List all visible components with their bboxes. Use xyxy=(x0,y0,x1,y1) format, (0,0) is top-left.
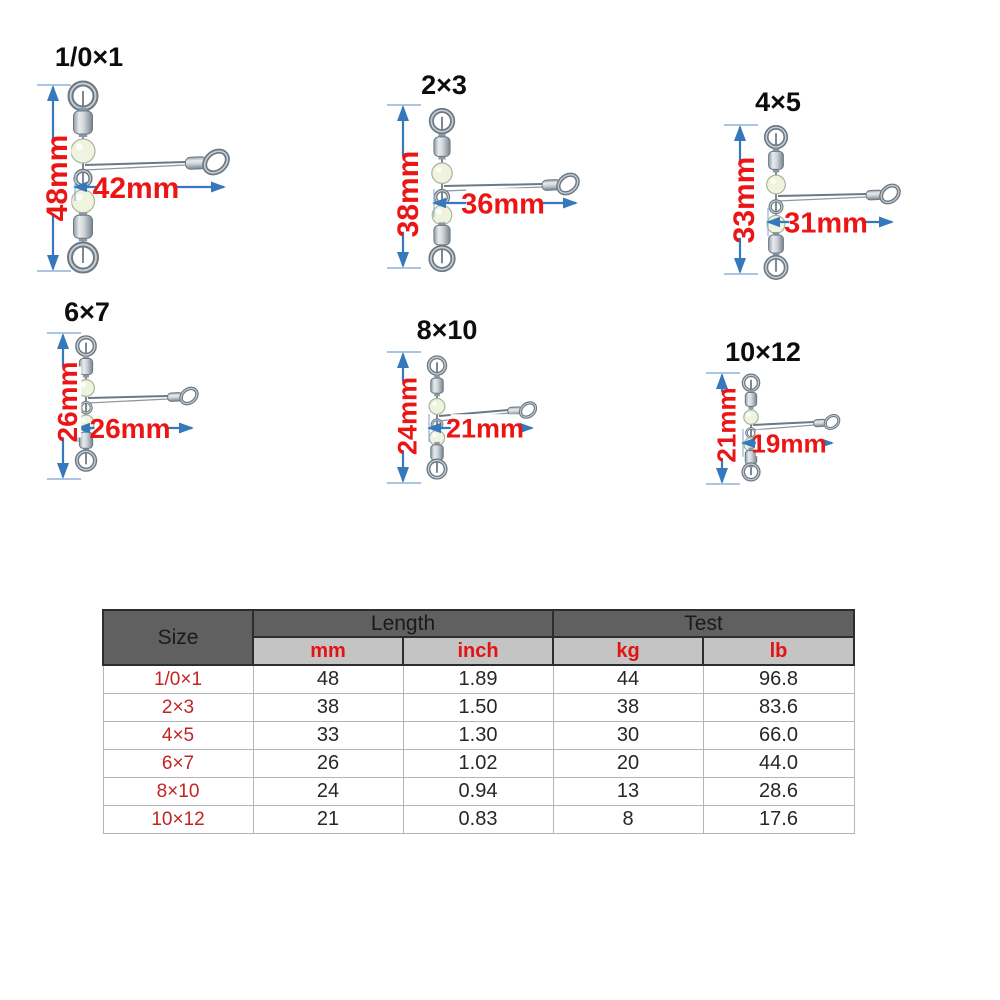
test-group-header: Test xyxy=(553,610,854,637)
three-way-swivel xyxy=(77,337,200,469)
arrow-right-icon xyxy=(211,182,226,193)
luminous-bead xyxy=(744,410,758,424)
top-barrel xyxy=(434,134,450,160)
arrow-down-icon xyxy=(734,258,746,274)
arrow-up-icon xyxy=(397,105,409,121)
swivel-diagram xyxy=(706,337,841,484)
horizontal-dimension-label xyxy=(446,414,524,444)
luminous-bead xyxy=(432,163,452,183)
kg-cell: 20 xyxy=(553,750,703,778)
swivel-diagram xyxy=(724,87,902,278)
size-cell: 1/0×1 xyxy=(103,665,253,694)
size-cell: 6×7 xyxy=(103,750,253,778)
spec-table-row xyxy=(103,722,854,750)
horizontal-dimension xyxy=(766,207,894,239)
swivel-diagram xyxy=(47,297,200,479)
horizontal-dimension-label xyxy=(784,207,868,239)
size-label: 4×5 xyxy=(755,87,801,117)
arm-end-ring xyxy=(555,171,582,197)
vertical-dimension xyxy=(724,125,761,274)
inch-cell: 1.02 xyxy=(403,750,553,778)
size-cell: 4×5 xyxy=(103,722,253,750)
spec-table-row xyxy=(103,806,854,834)
lb-cell: 44.0 xyxy=(703,750,854,778)
vertical-dimension-label xyxy=(711,387,741,462)
mm-unit-header: mm xyxy=(253,637,403,665)
lb-cell: 83.6 xyxy=(703,694,854,722)
bottom-barrel xyxy=(434,222,450,248)
spec-table xyxy=(102,609,855,834)
lb-unit-header: lb xyxy=(703,637,854,665)
arrow-down-icon xyxy=(47,255,59,271)
horizontal-dimension-label xyxy=(90,413,171,444)
vertical-dimension xyxy=(387,105,425,268)
vertical-dimension-label xyxy=(392,151,425,238)
luminous-bead xyxy=(432,205,452,225)
arm-end-ring xyxy=(178,385,200,406)
inch-cell: 1.89 xyxy=(403,665,553,694)
svg-text:21mm: 21mm xyxy=(711,387,742,463)
cross-line-arm xyxy=(778,182,902,206)
mm-cell: 24 xyxy=(253,778,403,806)
horizontal-dimension xyxy=(73,172,226,205)
spec-table-row xyxy=(103,694,854,722)
lb-cell: 17.6 xyxy=(703,806,854,834)
mm-cell: 48 xyxy=(253,665,403,694)
kg-cell: 30 xyxy=(553,722,703,750)
lb-cell: 96.8 xyxy=(703,665,854,694)
lb-cell: 66.0 xyxy=(703,722,854,750)
arrow-down-icon xyxy=(57,463,69,479)
svg-text:36mm: 36mm xyxy=(461,188,545,221)
size-column-header: Size xyxy=(103,610,253,665)
size-cell: 8×10 xyxy=(103,778,253,806)
spec-table-row xyxy=(103,778,854,806)
arm-end-ring xyxy=(200,147,231,178)
swivel-diagram xyxy=(37,42,232,271)
kg-cell: 44 xyxy=(553,665,703,694)
svg-text:42mm: 42mm xyxy=(92,171,180,205)
mm-cell: 26 xyxy=(253,750,403,778)
kg-cell: 38 xyxy=(553,694,703,722)
svg-text:48mm: 48mm xyxy=(40,134,74,222)
inch-cell: 1.30 xyxy=(403,722,553,750)
arrow-right-icon xyxy=(563,198,578,209)
lb-cell: 28.6 xyxy=(703,778,854,806)
spec-table-header xyxy=(103,610,854,665)
mm-cell: 33 xyxy=(253,722,403,750)
vertical-dimension xyxy=(706,373,741,484)
svg-text:31mm: 31mm xyxy=(784,207,868,240)
luminous-bead xyxy=(767,175,786,194)
size-cell: 2×3 xyxy=(103,694,253,722)
bottom-barrel xyxy=(74,212,93,241)
svg-text:21mm: 21mm xyxy=(445,413,525,444)
svg-text:24mm: 24mm xyxy=(392,376,423,456)
vertical-dimension-label xyxy=(728,157,761,244)
top-barrel xyxy=(74,108,93,137)
length-group-header: Length xyxy=(253,610,553,637)
mm-cell: 21 xyxy=(253,806,403,834)
inch-cell: 0.94 xyxy=(403,778,553,806)
horizontal-dimension xyxy=(741,428,834,458)
arrow-right-icon xyxy=(879,217,894,228)
horizontal-dimension xyxy=(76,413,194,444)
size-label: 10×12 xyxy=(725,337,801,367)
kg-unit-header: kg xyxy=(553,637,703,665)
swivel-diagram xyxy=(387,315,538,483)
svg-text:38mm: 38mm xyxy=(391,150,425,238)
arrow-up-icon xyxy=(397,352,409,368)
kg-cell: 13 xyxy=(553,778,703,806)
kg-cell: 8 xyxy=(553,806,703,834)
horizontal-dimension xyxy=(432,188,578,220)
size-cell: 10×12 xyxy=(103,806,253,834)
luminous-bead xyxy=(71,139,95,163)
svg-text:26mm: 26mm xyxy=(89,413,171,445)
arrow-up-icon xyxy=(734,125,746,141)
svg-text:26mm: 26mm xyxy=(52,361,84,443)
horizontal-dimension-label xyxy=(461,188,545,220)
top-barrel xyxy=(745,390,756,410)
size-label: 2×3 xyxy=(421,70,467,100)
cross-line-arm xyxy=(88,385,200,406)
inch-cell: 1.50 xyxy=(403,694,553,722)
spec-table-row xyxy=(103,750,854,778)
top-barrel xyxy=(431,375,444,396)
vertical-dimension xyxy=(37,85,74,271)
inch-cell: 0.83 xyxy=(403,806,553,834)
horizontal-dimension-label xyxy=(93,172,180,205)
three-way-swivel xyxy=(766,127,902,277)
arrow-down-icon xyxy=(397,252,409,268)
svg-text:19mm: 19mm xyxy=(751,428,827,459)
top-barrel xyxy=(769,148,784,172)
size-label: 1/0×1 xyxy=(54,42,124,72)
arm-end-ring xyxy=(878,182,902,206)
horizontal-dimension-label xyxy=(751,428,826,458)
luminous-bead xyxy=(429,398,445,414)
size-label: 6×7 xyxy=(64,297,110,327)
size-label: 8×10 xyxy=(416,315,478,345)
vertical-dimension xyxy=(387,352,423,483)
vertical-dimension-label xyxy=(52,362,83,443)
arrow-down-icon xyxy=(397,467,409,483)
vertical-dimension-label xyxy=(393,377,423,455)
bottom-barrel xyxy=(769,232,784,256)
svg-text:33mm: 33mm xyxy=(727,156,761,244)
vertical-dimension-label xyxy=(41,135,74,222)
arrow-up-icon xyxy=(57,333,69,349)
spec-table-row xyxy=(103,665,854,694)
arrow-up-icon xyxy=(716,373,728,389)
swivel-diagram xyxy=(387,70,581,270)
spec-table-body xyxy=(103,665,854,834)
arrow-up-icon xyxy=(47,85,59,101)
arrow-right-icon xyxy=(179,423,194,434)
arrow-down-icon xyxy=(716,468,728,484)
inch-unit-header: inch xyxy=(403,637,553,665)
mm-cell: 38 xyxy=(253,694,403,722)
